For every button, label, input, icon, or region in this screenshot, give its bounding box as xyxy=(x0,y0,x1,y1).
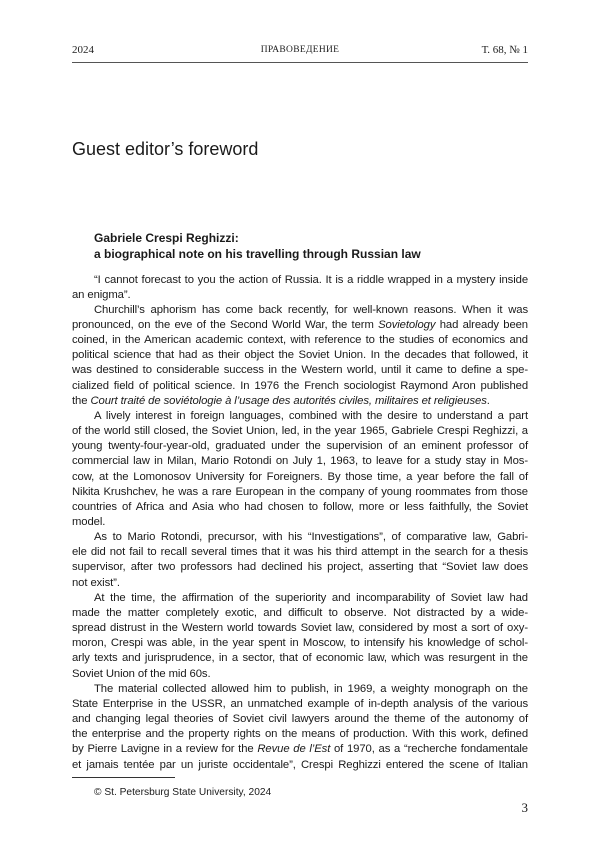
paragraph xyxy=(72,591,528,682)
article-body xyxy=(72,273,528,773)
text-segment: . xyxy=(486,394,490,407)
text-line: moron, Crespi was able, in the year spent in Moscow, to intensify his knowledge of schol- xyxy=(72,637,528,650)
text-line: and changing legal theories of Soviet civil lawyers around the theme of the autonomy of xyxy=(72,713,528,726)
article-title-line: a biographical note on his travelling through Russian law xyxy=(94,247,421,261)
text-line: supervisor, after two professors had declined his project, asserting that “Soviet law does xyxy=(72,561,528,574)
text-line: countries of Africa and Asia who had chosen to follow, more or less faithfully, the Soviet xyxy=(72,500,528,513)
footnote-rule xyxy=(72,777,175,778)
text-line: At the time, the affirmation of the superiority and incomparability of Soviet law had xyxy=(94,591,528,604)
text-line: “I cannot forecast to you the action of Russia. It is a riddle wrapped in a mystery inside xyxy=(94,273,528,286)
copyright-footnote: © St. Petersburg State University, 2024 xyxy=(94,787,272,798)
paragraph xyxy=(72,303,528,409)
volume-issue: Т. 68, № 1 xyxy=(481,44,528,56)
text-line: State Enterprise in the USSR, an unmatched example of in-depth analysis of the various xyxy=(72,697,528,710)
text-line: et jamais tentée par un juriste occidentale”, Crespi Reghizzi entered the scene of Italian xyxy=(72,758,528,771)
running-header xyxy=(72,43,528,57)
text-line: made the matter completely exotic, and difficult to observe. Not distracted by a wide- xyxy=(72,606,528,619)
header-year: 2024 xyxy=(72,44,94,56)
paragraph xyxy=(72,273,528,303)
text-line: model. xyxy=(72,516,106,528)
text-line: ele did not fail to recall several times that it was his third attempt in the search for a thesis xyxy=(72,546,528,559)
text-segment: by Pierre Lavigne in a review for the xyxy=(72,743,258,756)
text-line: of the world still closed, the Soviet Union, led, in the year 1965, Gabriele Crespi Reghizzi, a xyxy=(72,425,528,438)
section-title: Guest editor’s foreword xyxy=(72,139,259,159)
paragraph xyxy=(72,682,528,773)
text-line: the enterprise and the property rights on the means of production. With this work, defined xyxy=(72,728,528,741)
text-line: not exist”. xyxy=(72,576,120,589)
text-line xyxy=(72,318,528,333)
text-line: As to Mario Rotondi, precursor, with his “Investigations”, of comparative law, Gabri- xyxy=(94,531,528,544)
article-title-line: Gabriele Crespi Reghizzi: xyxy=(94,231,239,245)
text-line: A lively interest in foreign languages, combined with the desire to understand a part xyxy=(94,409,528,422)
text-line: political science that had as their object the Soviet Union. In the decades that followed, it xyxy=(72,349,528,362)
text-line: an enigma”. xyxy=(72,288,131,301)
paragraph xyxy=(72,409,528,530)
italic-term: Sovietology xyxy=(378,318,436,331)
italic-title: Revue de l’Est xyxy=(257,743,331,756)
text-line: Soviet Union of the mid 60s. xyxy=(72,667,211,680)
italic-title: Court traité de soviétologie à l’usage des autorités civiles, militaires et religieuses xyxy=(90,394,487,407)
text-line: cow, at the Lomonosov University for Foreigners. By those time, a year before the fall of xyxy=(72,470,528,483)
header-rule xyxy=(72,62,528,63)
text-line: spread distrust in the Western world towards Soviet law, considered by most a sort of oxy- xyxy=(72,622,528,635)
text-segment: had already been xyxy=(435,318,528,331)
text-line xyxy=(72,394,528,409)
text-line: was destined to considerable success in the Western world, until it came to define a spe- xyxy=(72,364,528,377)
text-line: arly texts and jurisprudence, in a sector, that of economic law, which was resurgent in the xyxy=(72,652,528,665)
text-line: Nikita Krushchev, he was a rare European in the company of young roommates from those xyxy=(72,485,528,498)
text-line: young twenty-four-year-old, graduated under the supervision of an eminent professor of xyxy=(72,440,528,453)
text-segment: pronounced, on the eve of the Second World War, the term xyxy=(72,318,379,331)
journal-title: ПРАВОВЕДЕНИЕ xyxy=(260,45,340,55)
text-line: cialized field of political science. In 1976 the French sociologist Raymond Aron published xyxy=(72,379,528,392)
text-segment: the xyxy=(72,394,91,407)
text-line: Churchill’s aphorism has come back recently, for well-known reasons. When it was xyxy=(94,303,528,316)
page-number: 3 xyxy=(521,800,528,815)
text-line: coined, in the American academic context, with reference to the studies of economics and xyxy=(72,334,528,347)
text-line: commercial law in Milan, Mario Rotondi on July 1, 1963, to leave for a study stay in Mos- xyxy=(72,455,528,468)
paragraph xyxy=(72,530,528,591)
text-segment: of 1970, as a “recherche fondamentale xyxy=(330,743,528,756)
text-line xyxy=(72,742,528,757)
text-line: The material collected allowed him to publish, in 1969, a weighty monograph on the xyxy=(94,682,528,695)
article-heading xyxy=(94,230,421,262)
